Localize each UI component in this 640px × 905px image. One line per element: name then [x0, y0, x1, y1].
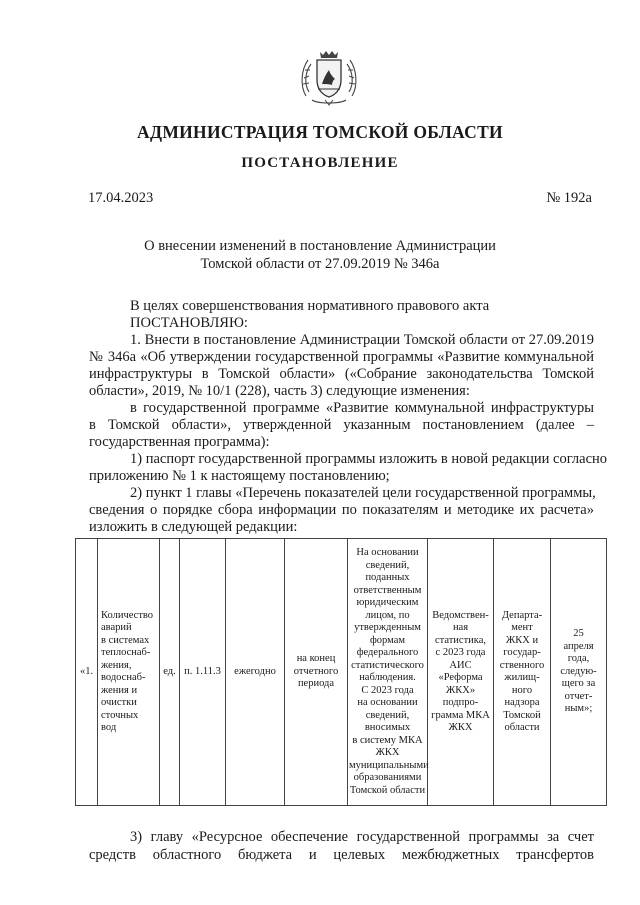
indicator-table [75, 538, 607, 806]
title-line: Томской области от 27.09.2019 № 346а [200, 256, 440, 272]
table-cell-indicator: Количество аварий в системах теплоснаб- жения, водоснаб- жения и очистки сточных вод [98, 539, 160, 806]
coat-of-arms-icon [298, 48, 360, 108]
table-cell-unit: ед. [160, 539, 180, 806]
body-line: В целях совершенствования нормативного правового акта [130, 298, 490, 314]
body-line: ПОСТАНОВЛЯЮ: [130, 315, 248, 331]
table-cell-frequency: ежегодно [226, 539, 285, 806]
body-line: 1. Внести в постановление Администрации Томской области от 27.09.2019 [130, 332, 594, 348]
body-line: области», 2019, № 10/1 (228), часть 3) следующие изменения: [89, 383, 470, 399]
body-line: 1) паспорт государственной программы изложить в новой редакции согласно [130, 451, 608, 467]
document-date: 17.04.2023 [88, 190, 154, 206]
title-line: О внесении изменений в постановление Администрации [144, 238, 496, 254]
body-line: государственная программа): [89, 434, 270, 450]
document-number: № 192а [546, 190, 592, 206]
body-line: 3) главу «Ресурсное обеспечение государственной программы за счет [130, 829, 594, 845]
table-cell-clause: п. 1.11.3 [180, 539, 226, 806]
table-cell-responsible: Департа- мент ЖКХ и государ- ственного жилищ- ного надзора Томской области [494, 539, 551, 806]
body-line: 2) пункт 1 главы «Перечень показателей цели государственной программы, [130, 485, 596, 501]
body-line: сведения о порядке сбора информации по показателям и методике их расчета» [89, 502, 594, 518]
body-line: приложению № 1 к настоящему постановлению; [89, 468, 390, 484]
body-line: средств областного бюджета и целевых межбюджетных трансфертов [89, 847, 594, 863]
organization-name: АДМИНИСТРАЦИЯ ТОМСКОЙ ОБЛАСТИ [137, 122, 503, 142]
body-line: изложить в следующей редакции: [89, 519, 298, 535]
body-line: в Томской области», утвержденной указанным постановлением (далее – [89, 417, 594, 433]
body-line: № 346а «Об утверждении государственной программы «Развитие коммунальной [89, 349, 594, 365]
document-type: ПОСТАНОВЛЕНИЕ [241, 155, 399, 171]
table-cell-method: На основании сведений, поданных ответственным юридическим лицом, по утвержденным формам федерального статистического наблюдения. С 2023 года на основании сведений, вносимых в систему МКА ЖКХ муниципальными образованиями Томской области [348, 539, 428, 806]
table-cell-source: Ведомствен- ная статистика, с 2023 года АИС «Реформа ЖКХ» подпро- грамма МКА ЖКХ [428, 539, 494, 806]
body-line: инфраструктуры в Томской области» («Собрание законодательства Томской [89, 366, 594, 382]
table-cell-deadline: 25 апреля года, следую- щего за отчет- ным»; [551, 539, 607, 806]
table-row [76, 539, 607, 806]
body-line: в государственной программе «Развитие коммунальной инфраструктуры [130, 400, 594, 416]
table-cell-period: на конец отчетного периода [285, 539, 348, 806]
table-cell-number: «1. [76, 539, 98, 806]
document-title [0, 237, 640, 273]
